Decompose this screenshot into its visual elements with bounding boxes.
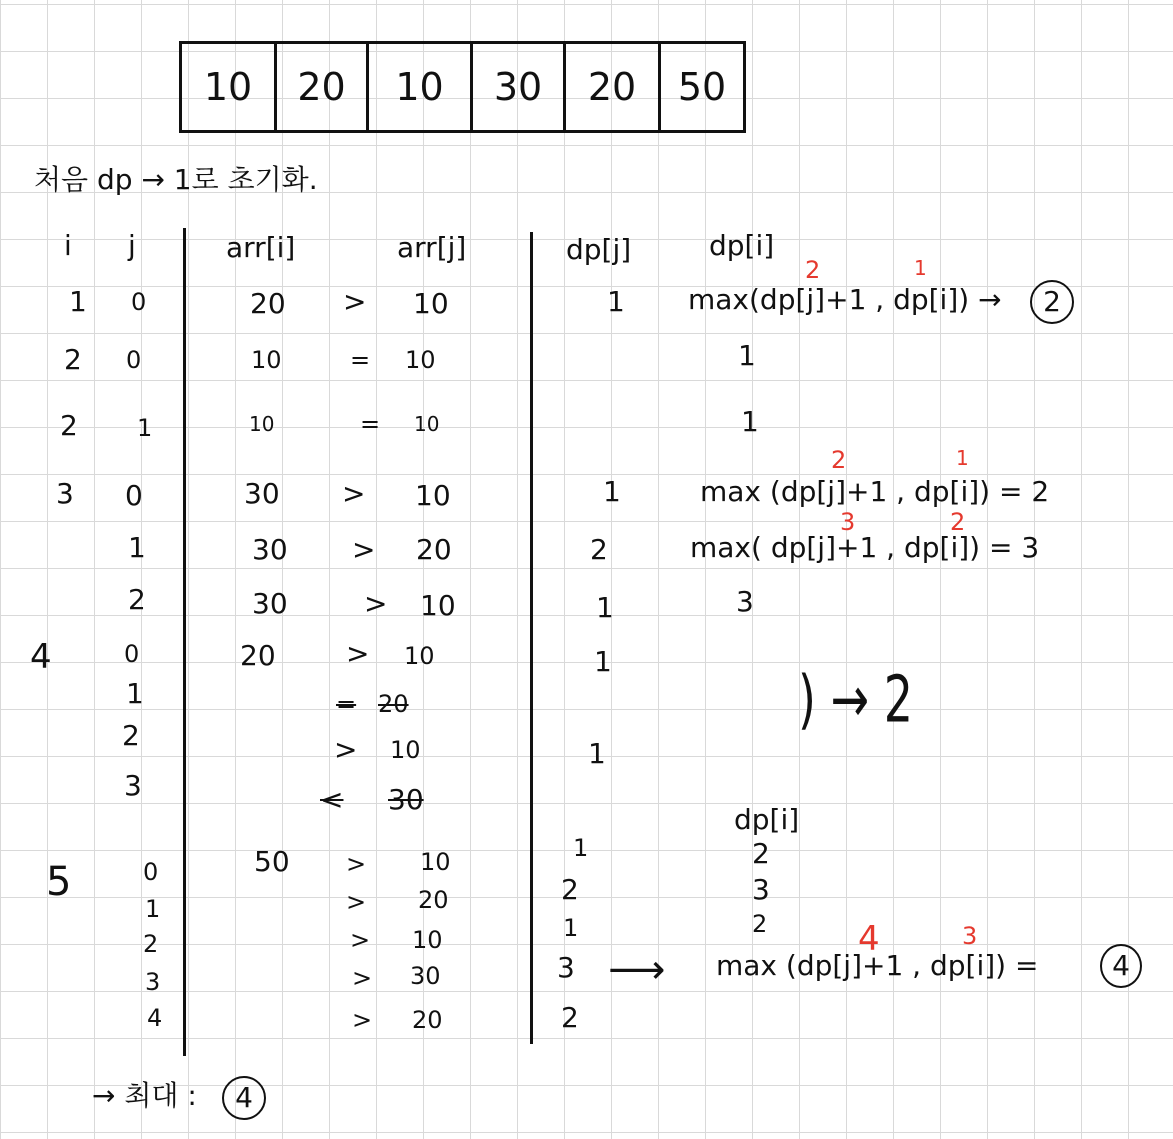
row-j: 1 [137, 414, 153, 442]
row-cmp: > [342, 477, 366, 510]
array-box [179, 41, 746, 133]
row-cmp: > [352, 1006, 373, 1034]
row-dp-j: 1 [573, 834, 589, 862]
row-arr-j: 10 [420, 589, 456, 622]
array-cell: 20 [277, 44, 369, 130]
annotation-dpj-plus-one: 2 [831, 446, 847, 474]
row-dp-j: 2 [590, 533, 608, 566]
result-circle: 4 [1100, 944, 1142, 988]
row-dp-i-formula: max (dp[j]+1 , dp[i]) = 2 [700, 475, 1050, 508]
array-cell: 20 [566, 44, 661, 130]
row-arr-i: 10 [249, 412, 275, 436]
row-arr-j: 10 [390, 736, 421, 764]
divider-left [183, 228, 186, 1056]
row-cmp: = [350, 346, 371, 374]
dp-i-subheader: dp[i] [734, 803, 800, 836]
arrow: ⟶ [608, 947, 666, 993]
init-note: 처음 dp → 1로 초기화. [34, 163, 318, 196]
row-dp-i: 1 [738, 339, 756, 372]
row-arr-j-struck: 30 [388, 783, 424, 816]
bracket-result: ) → 2 [798, 661, 913, 737]
row-j: 0 [126, 346, 142, 374]
divider-right [530, 232, 533, 1044]
row-j: 0 [131, 288, 147, 316]
dp-i-value: 2 [752, 837, 770, 870]
row-arr-i: 20 [240, 639, 276, 672]
header-arr-j: arr[j] [397, 231, 467, 264]
row-cmp-struck: < [320, 783, 344, 816]
row-i: 2 [60, 409, 78, 442]
row-dp-j: 2 [561, 873, 579, 906]
row-arr-j: 30 [410, 962, 441, 990]
row-dp-i-formula: max(dp[j]+1 , dp[i]) → [688, 283, 1002, 316]
row-arr-i: 30 [244, 477, 280, 510]
annotation-dpj-plus-one: 4 [858, 919, 880, 959]
row-cmp: > [343, 285, 367, 318]
header-dp-j: dp[j] [566, 233, 632, 266]
row-arr-i: 50 [254, 845, 290, 878]
row-arr-j: 10 [415, 479, 451, 512]
row-dp-j: 3 [557, 951, 575, 984]
row-arr-j: 10 [404, 642, 435, 670]
row-dp-j: 1 [603, 475, 621, 508]
header-arr-i: arr[i] [226, 231, 296, 264]
row-cmp: > [350, 926, 371, 954]
row-dp-i: 3 [736, 585, 754, 618]
row-dp-j: 1 [596, 591, 614, 624]
row-j: 2 [128, 583, 146, 616]
row-arr-j: 20 [418, 886, 449, 914]
row-arr-j: 10 [412, 926, 443, 954]
row-j: 0 [125, 479, 143, 512]
header-i: i [64, 229, 72, 262]
row-cmp: > [346, 637, 370, 670]
row-j: 4 [147, 1004, 163, 1032]
annotation-dp-i: 2 [950, 508, 966, 536]
row-j: 1 [128, 531, 146, 564]
row-i: 5 [46, 859, 72, 905]
dp-i-value: 3 [752, 873, 770, 906]
row-j: 3 [145, 968, 161, 996]
final-value-circle: 4 [222, 1076, 266, 1120]
row-arr-j-struck: 20 [378, 690, 409, 718]
annotation-dp-i: 1 [914, 256, 927, 280]
row-dp-j: 2 [561, 1001, 579, 1034]
array-cell: 10 [369, 44, 473, 130]
header-dp-i: dp[i] [709, 229, 775, 262]
row-i: 3 [56, 477, 74, 510]
annotation-dpj-plus-one: 2 [805, 256, 821, 284]
row-j: 2 [143, 930, 159, 958]
row-arr-i: 30 [252, 533, 288, 566]
row-cmp: > [346, 850, 367, 878]
row-i: 4 [30, 637, 52, 677]
row-j: 2 [122, 719, 140, 752]
row-dp-j: 1 [563, 914, 579, 942]
row-cmp-struck: = [336, 690, 357, 718]
row-dp-i-formula: max (dp[j]+1 , dp[i]) = [716, 949, 1039, 982]
row-arr-j: 10 [414, 412, 440, 436]
row-arr-i: 10 [251, 346, 282, 374]
row-cmp: > [352, 533, 376, 566]
annotation-dpj-plus-one: 3 [840, 508, 856, 536]
row-j: 1 [145, 895, 161, 923]
row-dp-i-formula: max( dp[j]+1 , dp[i]) = 3 [690, 531, 1040, 564]
row-i: 1 [69, 285, 87, 318]
dp-i-value: 2 [752, 910, 768, 938]
row-arr-i: 20 [250, 287, 286, 320]
row-cmp: > [352, 964, 373, 992]
array-cell: 10 [182, 44, 277, 130]
row-arr-j: 20 [416, 533, 452, 566]
row-j: 0 [143, 858, 159, 886]
final-label: → 최대 : [92, 1079, 197, 1112]
header-j: j [128, 229, 136, 262]
row-dp-j: 1 [607, 285, 625, 318]
row-arr-j: 20 [412, 1006, 443, 1034]
row-arr-j: 10 [420, 848, 451, 876]
row-arr-i: 30 [252, 587, 288, 620]
annotation-dp-i: 1 [956, 446, 969, 470]
array-cell: 30 [473, 44, 566, 130]
row-dp-j: 1 [588, 737, 606, 770]
row-cmp: > [346, 888, 367, 916]
row-arr-j: 10 [413, 287, 449, 320]
row-dp-j: 1 [594, 645, 612, 678]
row-j: 1 [126, 677, 144, 710]
row-j: 3 [124, 769, 142, 802]
row-dp-i: 1 [741, 405, 759, 438]
array-cell: 50 [677, 65, 727, 109]
row-arr-j: 10 [405, 346, 436, 374]
row-j: 0 [124, 640, 140, 668]
row-i: 2 [64, 343, 82, 376]
row-cmp: > [364, 587, 388, 620]
result-circle: 2 [1030, 280, 1074, 324]
row-cmp: = [360, 410, 381, 438]
row-cmp: > [334, 733, 358, 766]
annotation-dp-i: 3 [962, 922, 978, 950]
